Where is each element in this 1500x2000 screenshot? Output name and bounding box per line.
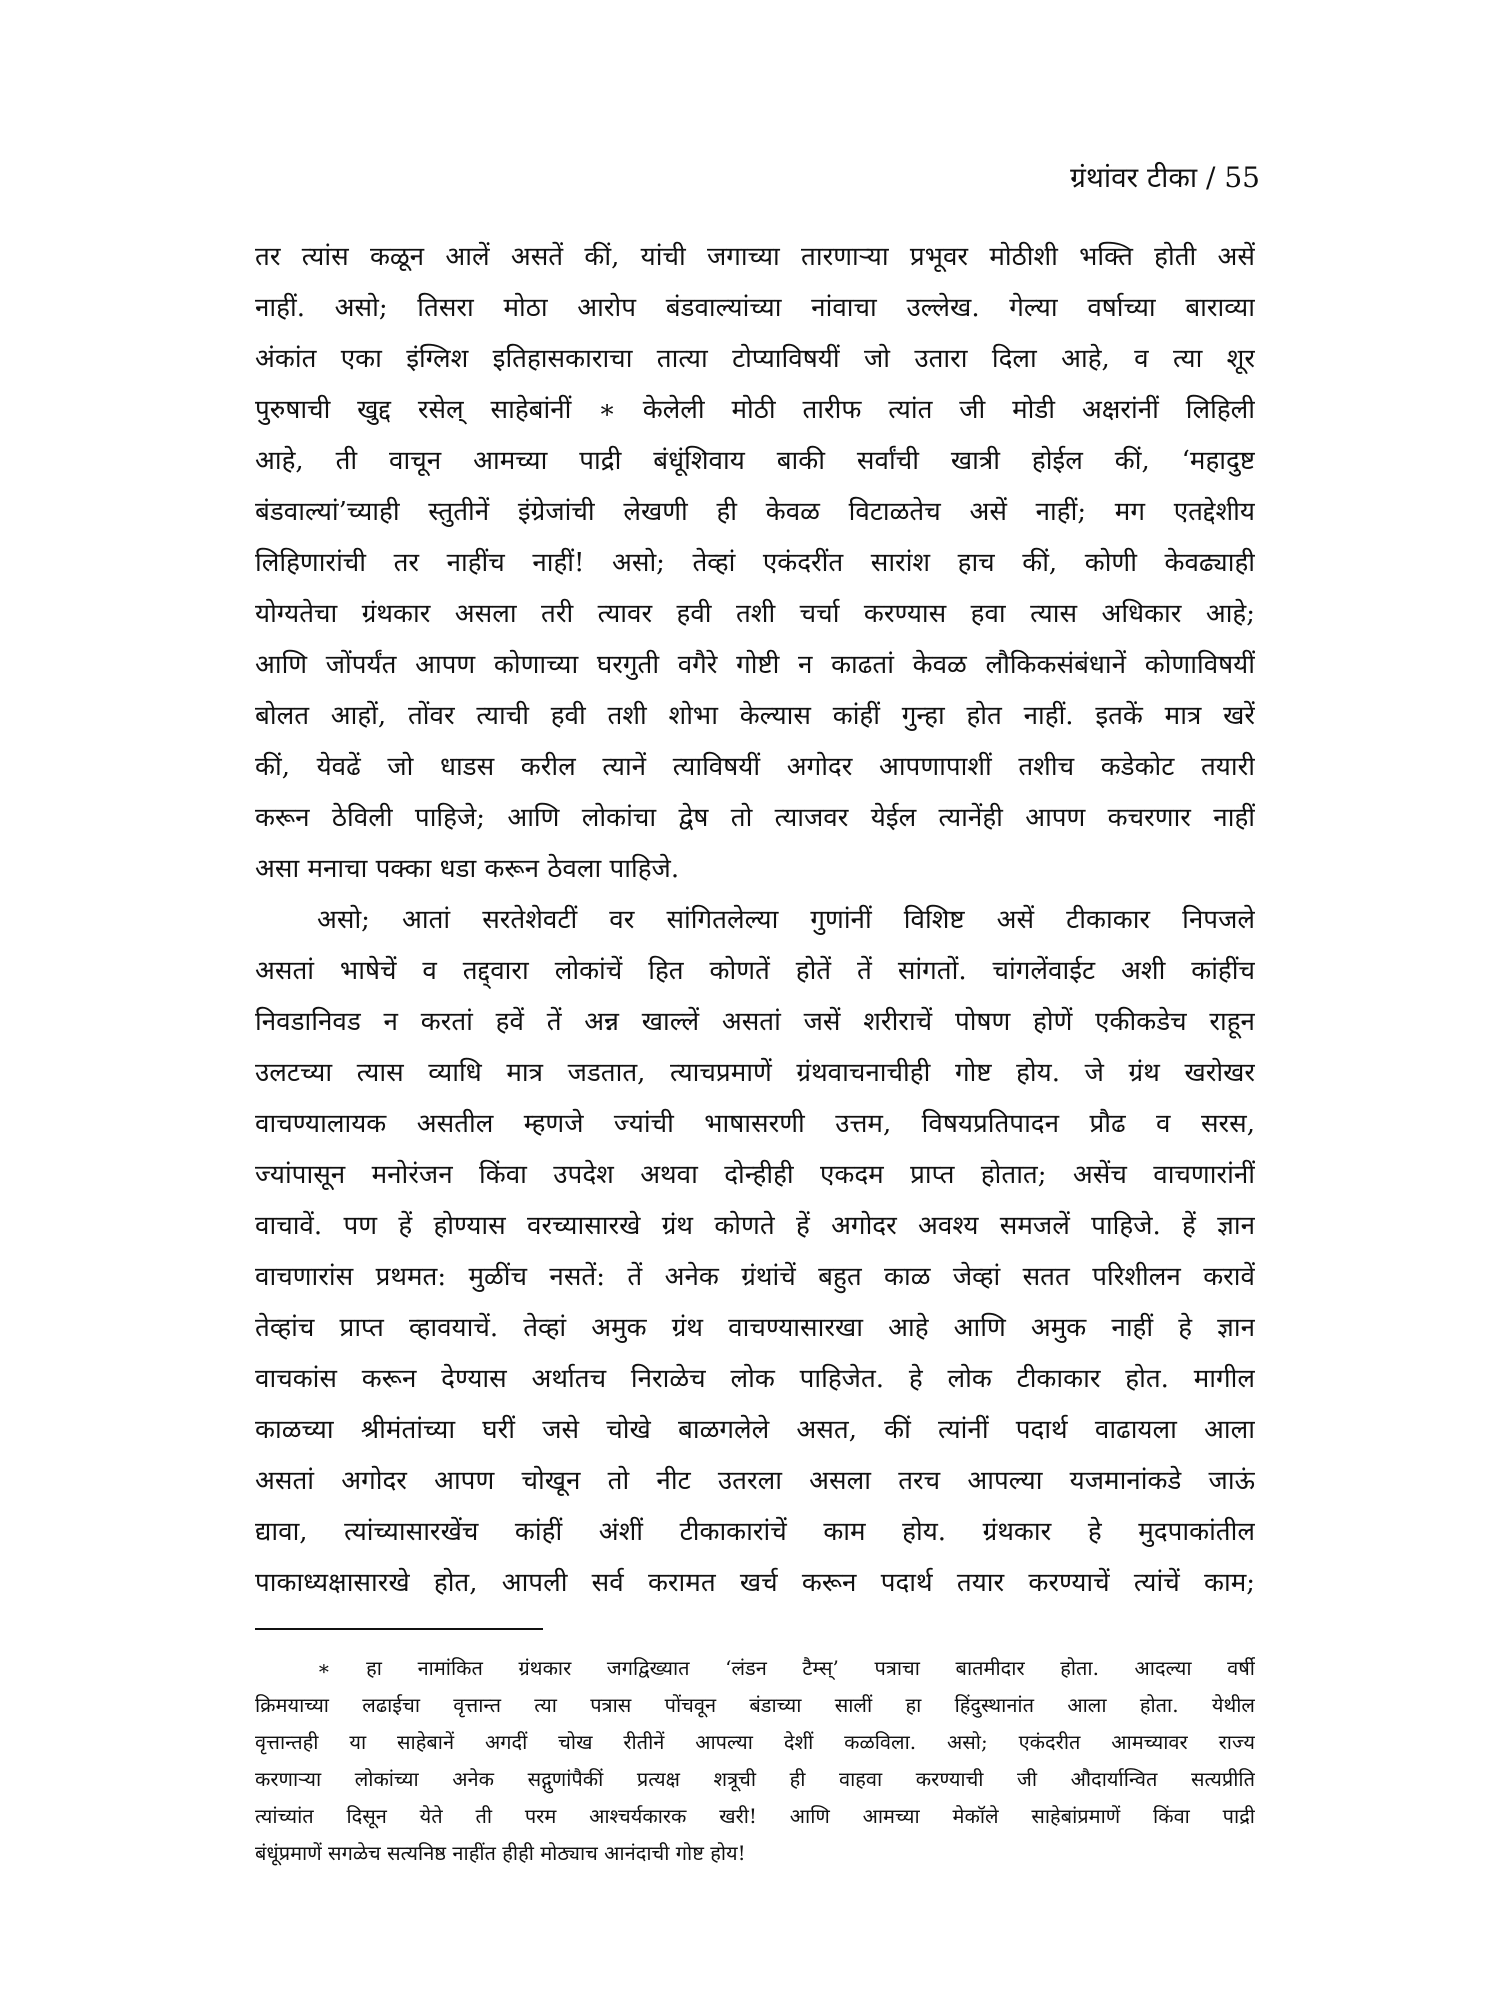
text-line: वाचकांस करून देण्यास अर्थातच निराळेच लोक पाहिजेत. हे लोक टीकाकार होत. मागील — [255, 1364, 1255, 1394]
text-line: योग्यतेचा ग्रंथकार असला तरी त्यावर हवी तशी चर्चा करण्यास हवा त्यास अधिकार आहे; — [255, 599, 1255, 629]
text-line: ज्यांपासून मनोरंजन किंवा उपदेश अथवा दोन्हीही एकदम प्राप्त होतात; असेंच वाचणारांनीं — [255, 1160, 1255, 1190]
text-line: उलटच्या त्यास व्याधि मात्र जडतात, त्याचप्रमाणें ग्रंथवाचनाचीही गोष्ट होय. जे ग्रंथ खरोखर — [255, 1058, 1255, 1088]
text-line: असतां अगोदर आपण चोखून तो नीट उतरला असला तरच आपल्या यजमानांकडे जाऊं — [255, 1466, 1255, 1496]
text-line: तर त्यांस कळून आलें असतें कीं, यांची जगाच्या तारणाऱ्या प्रभूवर मोठीशी भक्ति होती असें — [255, 242, 1255, 272]
footnote — [255, 1650, 1255, 1872]
text-line: बोलत आहों, तोंवर त्याची हवी तशी शोभा केल्यास कांहीं गुन्हा होत नाहीं. इतकें मात्र खरें — [255, 701, 1255, 731]
text-line: द्यावा, त्यांच्यासारखेंच कांहीं अंशीं टीकाकारांचें काम होय. ग्रंथकार हे मुदपाकांतील — [255, 1517, 1255, 1547]
running-header: ग्रंथांवर टीका / 55 — [1070, 161, 1260, 194]
text-line: आहे, ती वाचून आमच्या पाद्री बंधूंशिवाय बाकी सर्वांची खात्री होईल कीं, ‘महादुष्ट — [255, 446, 1255, 476]
footnote-line: ∗ हा नामांकित ग्रंथकार जगद्विख्यात ‘लंडन टैम्स्’ पत्राचा बातमीदार होता. आदल्या वर्षी — [317, 1656, 1255, 1680]
paragraph-start-line: असो; आतां सरतेशेवटीं वर सांगितलेल्या गुणांनीं विशिष्ट असें टीकाकार निपजले — [317, 905, 1255, 935]
text-line: आणि जोंपर्यंत आपण कोणाच्या घरगुती वगैरे गोष्टी न काढतां केवळ लौकिकसंबंधानें कोणाविषयीं — [255, 650, 1255, 680]
text-line: तेव्हांच प्राप्त व्हावयाचें. तेव्हां अमुक ग्रंथ वाचण्यासारखा आहे आणि अमुक नाहीं हे ज्ञान — [255, 1313, 1255, 1343]
text-line: पुरुषाची खुद्द रसेल् साहेबांनीं ∗ केलेली मोठी तारीफ त्यांत जी मोडी अक्षरांनीं लिहिली — [255, 395, 1255, 425]
footnote-divider — [255, 1628, 543, 1630]
text-line: वाचणारांस प्रथमत: मुळींच नसतें: तें अनेक ग्रंथांचें बहुत काळ जेव्हां सतत परिशीलन करावें — [255, 1262, 1255, 1292]
text-line: नाहीं. असो; तिसरा मोठा आरोप बंडवाल्यांच्या नांवाचा उल्लेख. गेल्या वर्षाच्या बाराव्या — [255, 293, 1255, 323]
footnote-line: करणाऱ्या लोकांच्या अनेक सद्गुणांपैकीं प्रत्यक्ष शत्रूची ही वाहवा करण्याची जी औदार्यान्वित सत्यप्रीति — [255, 1767, 1255, 1791]
text-line: अंकांत एका इंग्लिश इतिहासकाराचा तात्या टोप्याविषयीं जो उतारा दिला आहे, व त्या शूर — [255, 344, 1255, 374]
text-line: वाचावें. पण हें होण्यास वरच्यासारखे ग्रंथ कोणते हें अगोदर अवश्य समजलें पाहिजे. हें ज्ञान — [255, 1211, 1255, 1241]
text-line: पाकाध्यक्षासारखे होत, आपली सर्व करामत खर्च करून पदार्थ तयार करण्याचें त्यांचें काम; — [255, 1568, 1255, 1598]
footnote-line: बंधूंप्रमाणें सगळेच सत्यनिष्ठ नाहींत हीही मोठ्याच आनंदाची गोष्ट होय! — [255, 1841, 746, 1865]
paragraph-end-line: असा मनाचा पक्का धडा करून ठेवला पाहिजे. — [255, 854, 680, 884]
text-line: बंडवाल्यां’च्याही स्तुतीनें इंग्रेजांची लेखणी ही केवळ विटाळतेच असें नाहीं; मग एतद्देशीय — [255, 497, 1255, 527]
text-line: करून ठेविली पाहिजे; आणि लोकांचा द्वेष तो त्याजवर येईल त्यानेंही आपण कचरणार नाहीं — [255, 803, 1255, 833]
footnote-line: क्रिमयाच्या लढाईचा वृत्तान्त त्या पत्रास पोंचवून बंडाच्या सालीं हा हिंदुस्थानांत आला होता. येथील — [255, 1693, 1255, 1717]
footnote-line: वृत्तान्तही या साहेबानें अगदीं चोख रीतीनें आपल्या देशीं कळविला. असो; एकंदरीत आमच्यावर राज्य — [255, 1730, 1255, 1754]
text-line: निवडानिवड न करतां हवें तें अन्न खाल्लें असतां जसें शरीराचें पोषण होणें एकीकडेच राहून — [255, 1007, 1255, 1037]
body-text — [255, 232, 1255, 1609]
text-line: असतां भाषेचें व तद्द्वारा लोकांचें हित कोणतें होतें तें सांगतों. चांगलेंवाईट अशी कांहींच — [255, 956, 1255, 986]
text-line: लिहिणारांची तर नाहींच नाहीं! असो; तेव्हां एकंदरींत सारांश हाच कीं, कोणी केवढ्याही — [255, 548, 1255, 578]
text-line: काळच्या श्रीमंतांच्या घरीं जसे चोखे बाळगलेले असत, कीं त्यांनीं पदार्थ वाढायला आला — [255, 1415, 1255, 1445]
footnote-line: त्यांच्यांत दिसून येते ती परम आश्चर्यकारक खरी! आणि आमच्या मेकॉले साहेबांप्रमाणें किंवा पाद्री — [255, 1804, 1255, 1828]
text-line: वाचण्यालायक असतील म्हणजे ज्यांची भाषासरणी उत्तम, विषयप्रतिपादन प्रौढ व सरस, — [255, 1109, 1255, 1139]
text-line: कीं, येवढें जो धाडस करील त्यानें त्याविषयीं अगोदर आपणापाशीं तशीच कडेकोट तयारी — [255, 752, 1255, 782]
